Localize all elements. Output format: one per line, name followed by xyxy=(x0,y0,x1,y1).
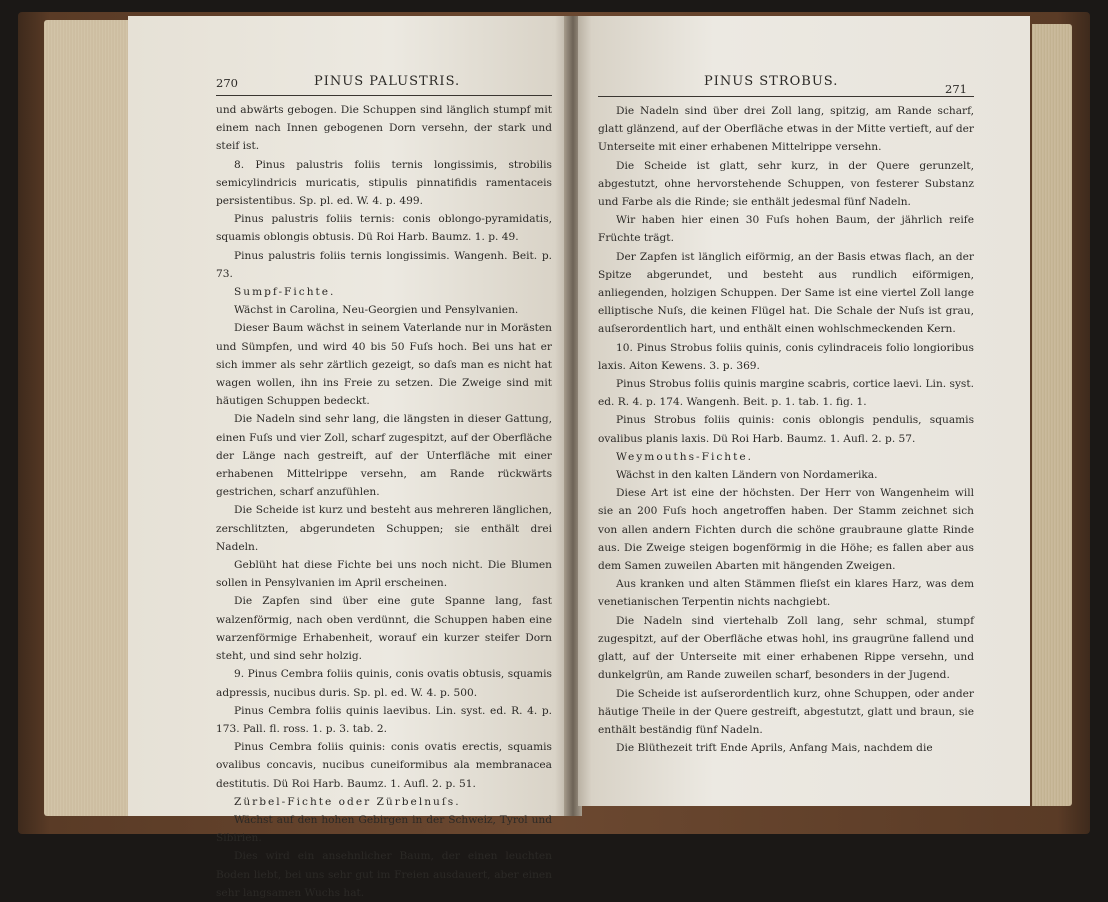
right-running-head: PINUS STROBUS. xyxy=(704,74,839,89)
paragraph: Weymouths-Fichte. xyxy=(616,450,754,463)
right-head-rule xyxy=(598,96,974,97)
paragraph: Pinus palustris foliis ternis: conis oblongo-pyramidatis, squamis oblongis obtusis. Dü Roi Harb. Baumz. 1. p. 49. xyxy=(216,213,552,244)
paragraph: Die Scheide ist auſserordentlich kurz, ohne Schuppen, oder ander häutige Theile in der Quere gestreift, abgestutzt, glatt und braun, sie enthält beständig fünf Nadeln. xyxy=(598,687,974,736)
paragraph: Pinus palustris foliis ternis longissimis. Wangenh. Beit. p. 73. xyxy=(216,249,552,280)
paragraph: 9. Pinus Cembra foliis quinis, conis ovatis obtusis, squamis adpressis, nucibus duris. Sp. pl. ed. W. 4. p. 500. xyxy=(216,668,552,699)
paragraph: Die Scheide ist glatt, sehr kurz, in der Quere gerunzelt, abgestutzt, ohne hervorstehende Schuppen, von festerer Substanz und Farbe als die Rinde; sie enthält jedesmal fünf Nadeln. xyxy=(598,159,974,209)
right-page-number: 271 xyxy=(945,82,967,96)
left-head-rule xyxy=(216,95,552,96)
paragraph: Aus kranken und alten Stämmen flieſst ein klares Harz, was dem venetianischen Terpentin nichts nachgiebt. xyxy=(598,578,974,609)
right-body-text xyxy=(598,102,974,757)
paragraph: Dies wird ein ansehnlicher Baum, der einen leuchten Boden liebt, bei uns sehr gut im Freien ausdauert, aber einen sehr langsamen Wuchs hat. xyxy=(216,850,552,899)
left-body-text xyxy=(216,101,552,902)
paragraph: Zürbel-Fichte oder Zürbelnuſs. xyxy=(234,795,461,808)
left-page-number: 270 xyxy=(216,76,238,90)
paragraph: Pinus Strobus foliis quinis margine scabris, cortice laevi. Lin. syst. ed. R. 4. p. 174. Wangenh. Beit. p. 1. tab. 1. fig. 1. xyxy=(598,378,974,409)
paragraph: Wächst in den kalten Ländern von Nordamerika. xyxy=(616,469,878,482)
paragraph: Die Nadeln sind über drei Zoll lang, spitzig, am Rande scharf, glatt glänzend, auf der Oberfläche etwas in der Mitte vertieft, auf der Unterseite mit einer erhabenen Mittelrippe versehn. xyxy=(598,105,974,154)
paragraph: Die Nadeln sind sehr lang, die längsten in dieser Gattung, einen Fuſs und vier Zoll, scharf zugespitzt, auf der Oberfläche der Länge nach gestreift, auf der Unterfläche mit einer erhabenen Mittelrippe versehn, am Rande rückwärts gestrichen, scharf anzufühlen. xyxy=(216,413,552,499)
paragraph: Die Nadeln sind viertehalb Zoll lang, sehr schmal, stumpf zugespitzt, auf der Oberfläche etwas hohl, ins graugrüne fallend und glatt, auf der Unterseite mit einer erhabenen Rippe versehn, und dunkelgrün, am Rande zuweilen scharf, besonders in der Jugend. xyxy=(598,614,974,682)
page-edges-right xyxy=(1032,24,1072,806)
paragraph: Der Zapfen ist länglich eiförmig, an der Basis etwas flach, an der Spitze abgerundet, und besteht aus rundlich eiförmigen, anliegenden, holzigen Schuppen. Der Same ist eine viertel Zoll lange elliptische Nuſs, die keinen Flügel hat. Die Schale der Nuſs ist grau, auſserordentlich hart, und enthält einen wohlschmeckenden Kern. xyxy=(598,250,974,336)
paragraph: Geblüht hat diese Fichte bei uns noch nicht. Die Blumen sollen in Pensylvanien im April erscheinen. xyxy=(216,559,552,590)
paragraph: und abwärts gebogen. Die Schuppen sind länglich stumpf mit einem nach Innen gebogenen Dorn versehn, der stark und steif ist. xyxy=(216,104,552,153)
left-running-head: PINUS PALUSTRIS. xyxy=(314,74,461,89)
left-page xyxy=(128,16,568,899)
paragraph: Wir haben hier einen 30 Fuſs hohen Baum, der jährlich reife Früchte trägt. xyxy=(598,214,974,245)
right-page xyxy=(578,16,1030,806)
paragraph: Dieser Baum wächst in seinem Vaterlande nur in Morästen und Sümpfen, und wird 40 bis 50 Fuſs hoch. Bei uns hat er sich immer als sehr zärtlich gezeigt, so daſs man es nicht hat wagen wollen, ihn ins Freie zu setzen. Die Zweige sind mit häutigen Schuppen bedeckt. xyxy=(216,322,552,408)
paragraph: Pinus Cembra foliis quinis laevibus. Lin. syst. ed. R. 4. p. 173. Pall. fl. ross. 1. p. 3. tab. 2. xyxy=(216,704,552,735)
paragraph: 8. Pinus palustris foliis ternis longissimis, strobilis semicylindricis muricatis, stipulis pinnatifidis ramentaceis persistentibus. Sp. pl. ed. W. 4. p. 499. xyxy=(216,158,552,208)
paragraph: Pinus Strobus foliis quinis: conis oblongis pendulis, squamis ovalibus planis laxis. Dü Roi Harb. Baumz. 1. Aufl. 2. p. 57. xyxy=(598,414,974,445)
paragraph: Die Blüthezeit trift Ende Aprils, Anfang Mais, nachdem die xyxy=(616,742,933,755)
paragraph: Sumpf-Fichte. xyxy=(234,286,336,299)
paragraph: Diese Art ist eine der höchsten. Der Herr von Wangenheim will sie an 200 Fuſs hoch angetroffen haben. Der Stamm zeichnet sich von allen andern Fichten durch die schöne graubraune glatte Rinde aus. Die Zweige steigen bogenförmig in die Höhe; es fallen aber aus dem Samen zuweilen Abarten mit hängenden Zweigen. xyxy=(598,487,974,573)
paragraph: Wächst auf den hohen Gebirgen in der Schweiz, Tyrol und Sibirien. xyxy=(216,813,552,845)
paragraph: 10. Pinus Strobus foliis quinis, conis cylindraceis folio longioribus laxis. Aiton Kewens. 3. p. 369. xyxy=(598,341,974,372)
paragraph: Die Scheide ist kurz und besteht aus mehreren länglichen, zerschlitzten, abgerundeten Schuppen; sie enthält drei Nadeln. xyxy=(216,504,552,553)
paragraph: Wächst in Carolina, Neu-Georgien und Pensylvanien. xyxy=(234,304,519,317)
paragraph: Pinus Cembra foliis quinis: conis ovatis erectis, squamis ovalibus concavis, nucibus cuneiformibus ala membranacea destitutis. Dü Roi Harb. Baumz. 1. Aufl. 2. p. 51. xyxy=(216,741,552,790)
page-edges-left xyxy=(44,20,130,816)
paragraph: Die Zapfen sind über eine gute Spanne lang, fast walzenförmig, nach oben verdünnt, die Schuppen haben eine warzenförmige Erhabenheit, worauf ein kurzer steifer Dorn steht, und sind sehr holzig. xyxy=(216,595,552,663)
